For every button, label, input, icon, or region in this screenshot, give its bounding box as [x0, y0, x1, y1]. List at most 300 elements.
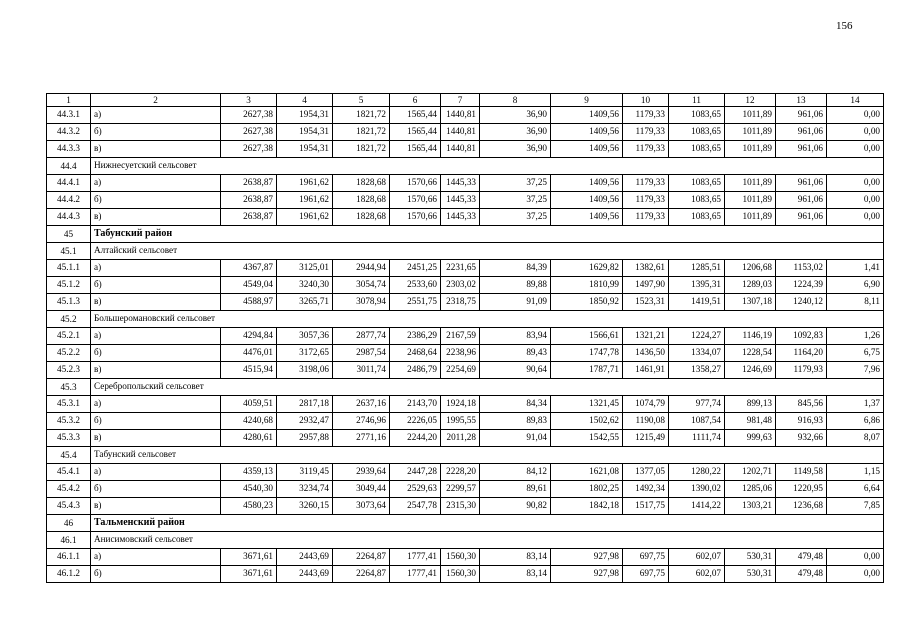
value-cell: 8,11 [827, 294, 884, 311]
row-id: 45.4.1 [47, 464, 91, 481]
value-cell: 1011,89 [725, 175, 776, 192]
table-row [47, 464, 884, 481]
value-cell: 4580,23 [221, 498, 277, 515]
value-cell: 1777,41 [390, 566, 441, 583]
table-row [47, 345, 884, 362]
row-label: в) [91, 430, 221, 447]
value-cell: 83,94 [480, 328, 551, 345]
value-cell: 1570,66 [390, 192, 441, 209]
value-cell: 1334,07 [669, 345, 725, 362]
column-header: 6 [390, 94, 441, 107]
row-id: 45.2.1 [47, 328, 91, 345]
value-cell: 2264,87 [333, 566, 390, 583]
value-cell: 37,25 [480, 192, 551, 209]
value-cell: 89,43 [480, 345, 551, 362]
value-cell: 1502,62 [551, 413, 623, 430]
value-cell: 2877,74 [333, 328, 390, 345]
value-cell: 2944,94 [333, 260, 390, 277]
row-label: в) [91, 498, 221, 515]
value-cell: 1111,74 [669, 430, 725, 447]
value-cell: 2939,64 [333, 464, 390, 481]
value-cell: 1190,08 [623, 413, 669, 430]
value-cell: 6,90 [827, 277, 884, 294]
value-cell: 1202,71 [725, 464, 776, 481]
value-cell: 961,06 [776, 175, 827, 192]
value-cell: 84,34 [480, 396, 551, 413]
value-cell: 1954,31 [277, 107, 333, 124]
value-cell: 1409,56 [551, 175, 623, 192]
value-cell: 1395,31 [669, 277, 725, 294]
value-cell: 90,82 [480, 498, 551, 515]
value-cell: 6,86 [827, 413, 884, 430]
subdivision-name: Табунский сельсовет [91, 447, 884, 464]
value-cell: 2638,87 [221, 209, 277, 226]
subdivision-row [47, 447, 884, 464]
value-cell: 1206,68 [725, 260, 776, 277]
value-cell: 2303,02 [441, 277, 480, 294]
value-cell: 1083,65 [669, 175, 725, 192]
value-cell: 1285,51 [669, 260, 725, 277]
row-id: 45.2 [47, 311, 91, 328]
value-cell: 1179,33 [623, 192, 669, 209]
subdivision-row [47, 158, 884, 175]
value-cell: 1409,56 [551, 141, 623, 158]
table-row [47, 294, 884, 311]
value-cell: 1011,89 [725, 141, 776, 158]
column-header: 11 [669, 94, 725, 107]
value-cell: 36,90 [480, 141, 551, 158]
value-cell: 1565,44 [390, 141, 441, 158]
value-cell: 6,64 [827, 481, 884, 498]
value-cell: 697,75 [623, 566, 669, 583]
subdivision-name: Серебропольский сельсовет [91, 379, 884, 396]
value-cell: 1492,34 [623, 481, 669, 498]
value-cell: 1011,89 [725, 107, 776, 124]
value-cell: 1924,18 [441, 396, 480, 413]
value-cell: 1409,56 [551, 209, 623, 226]
value-cell: 1961,62 [277, 209, 333, 226]
value-cell: 1954,31 [277, 124, 333, 141]
value-cell: 2299,57 [441, 481, 480, 498]
row-label: б) [91, 345, 221, 362]
value-cell: 1777,41 [390, 549, 441, 566]
value-cell: 2443,69 [277, 566, 333, 583]
row-label: б) [91, 277, 221, 294]
value-cell: 3073,64 [333, 498, 390, 515]
value-cell: 1828,68 [333, 209, 390, 226]
row-id: 45.3.1 [47, 396, 91, 413]
value-cell: 1517,75 [623, 498, 669, 515]
table-row [47, 396, 884, 413]
row-id: 45.2.2 [47, 345, 91, 362]
value-cell: 37,25 [480, 209, 551, 226]
row-id: 44.4.2 [47, 192, 91, 209]
row-label: а) [91, 175, 221, 192]
value-cell: 1629,82 [551, 260, 623, 277]
column-header: 2 [91, 94, 221, 107]
value-cell: 1747,78 [551, 345, 623, 362]
row-label: в) [91, 141, 221, 158]
value-cell: 2226,05 [390, 413, 441, 430]
value-cell: 1164,20 [776, 345, 827, 362]
row-label: а) [91, 549, 221, 566]
value-cell: 1083,65 [669, 209, 725, 226]
value-cell: 961,06 [776, 124, 827, 141]
value-cell: 1382,61 [623, 260, 669, 277]
value-cell: 1954,31 [277, 141, 333, 158]
value-cell: 1542,55 [551, 430, 623, 447]
value-cell: 1179,33 [623, 209, 669, 226]
row-id: 44.3.3 [47, 141, 91, 158]
value-cell: 1224,39 [776, 277, 827, 294]
value-cell: 3234,74 [277, 481, 333, 498]
value-cell: 697,75 [623, 549, 669, 566]
value-cell: 2386,29 [390, 328, 441, 345]
value-cell: 2638,87 [221, 175, 277, 192]
value-cell: 1497,90 [623, 277, 669, 294]
row-id: 44.3.2 [47, 124, 91, 141]
value-cell: 2264,87 [333, 549, 390, 566]
value-cell: 1377,05 [623, 464, 669, 481]
column-header: 12 [725, 94, 776, 107]
value-cell: 602,07 [669, 549, 725, 566]
table-row [47, 175, 884, 192]
row-id: 45.3.2 [47, 413, 91, 430]
row-id: 45.4 [47, 447, 91, 464]
value-cell: 2254,69 [441, 362, 480, 379]
value-cell: 1787,71 [551, 362, 623, 379]
value-cell: 1419,51 [669, 294, 725, 311]
subdivision-name: Анисимовский сельсовет [91, 532, 884, 549]
value-cell: 1149,58 [776, 464, 827, 481]
value-cell: 2231,65 [441, 260, 480, 277]
value-cell: 1560,30 [441, 549, 480, 566]
row-id: 44.4 [47, 158, 91, 175]
value-cell: 1285,06 [725, 481, 776, 498]
value-cell: 7,96 [827, 362, 884, 379]
value-cell: 4294,84 [221, 328, 277, 345]
value-cell: 1828,68 [333, 175, 390, 192]
value-cell: 3260,15 [277, 498, 333, 515]
value-cell: 0,00 [827, 175, 884, 192]
value-cell: 1565,44 [390, 124, 441, 141]
value-cell: 1821,72 [333, 141, 390, 158]
subdivision-row [47, 532, 884, 549]
value-cell: 1802,25 [551, 481, 623, 498]
value-cell: 1409,56 [551, 124, 623, 141]
value-cell: 2167,59 [441, 328, 480, 345]
column-header: 14 [827, 94, 884, 107]
value-cell: 2746,96 [333, 413, 390, 430]
column-header: 1 [47, 94, 91, 107]
row-label: в) [91, 209, 221, 226]
value-cell: 1280,22 [669, 464, 725, 481]
value-cell: 1146,19 [725, 328, 776, 345]
value-cell: 1440,81 [441, 124, 480, 141]
value-cell: 0,00 [827, 124, 884, 141]
row-id: 46.1.1 [47, 549, 91, 566]
value-cell: 3198,06 [277, 362, 333, 379]
row-label: б) [91, 413, 221, 430]
value-cell: 1850,92 [551, 294, 623, 311]
value-cell: 2486,79 [390, 362, 441, 379]
row-id: 46 [47, 515, 91, 532]
value-cell: 36,90 [480, 107, 551, 124]
column-header: 10 [623, 94, 669, 107]
value-cell: 0,00 [827, 141, 884, 158]
value-cell: 1083,65 [669, 124, 725, 141]
value-cell: 1228,54 [725, 345, 776, 362]
value-cell: 1,41 [827, 260, 884, 277]
row-label: а) [91, 328, 221, 345]
value-cell: 1011,89 [725, 209, 776, 226]
value-cell: 1224,27 [669, 328, 725, 345]
value-cell: 83,14 [480, 549, 551, 566]
district-name: Табунский район [91, 226, 884, 243]
value-cell: 4280,61 [221, 430, 277, 447]
value-cell: 3054,74 [333, 277, 390, 294]
value-cell: 2627,38 [221, 124, 277, 141]
value-cell: 91,09 [480, 294, 551, 311]
value-cell: 83,14 [480, 566, 551, 583]
row-label: а) [91, 396, 221, 413]
value-cell: 1961,62 [277, 175, 333, 192]
value-cell: 3011,74 [333, 362, 390, 379]
value-cell: 2987,54 [333, 345, 390, 362]
value-cell: 1179,33 [623, 124, 669, 141]
value-cell: 1961,62 [277, 192, 333, 209]
row-id: 44.4.3 [47, 209, 91, 226]
value-cell: 36,90 [480, 124, 551, 141]
value-cell: 3671,61 [221, 549, 277, 566]
row-label: а) [91, 260, 221, 277]
header-row [47, 94, 884, 107]
row-label: б) [91, 192, 221, 209]
table-row [47, 566, 884, 583]
value-cell: 1409,56 [551, 107, 623, 124]
row-id: 45.3 [47, 379, 91, 396]
row-label: в) [91, 294, 221, 311]
table-row [47, 107, 884, 124]
value-cell: 1321,45 [551, 396, 623, 413]
value-cell: 1445,33 [441, 209, 480, 226]
value-cell: 2637,16 [333, 396, 390, 413]
column-header: 9 [551, 94, 623, 107]
value-cell: 530,31 [725, 549, 776, 566]
value-cell: 1179,33 [623, 107, 669, 124]
row-label: б) [91, 566, 221, 583]
value-cell: 1570,66 [390, 175, 441, 192]
value-cell: 2468,64 [390, 345, 441, 362]
value-cell: 530,31 [725, 566, 776, 583]
subdivision-name: Большеромановский сельсовет [91, 311, 884, 328]
table-row [47, 260, 884, 277]
column-header: 3 [221, 94, 277, 107]
row-id: 44.3.1 [47, 107, 91, 124]
value-cell: 1179,93 [776, 362, 827, 379]
value-cell: 1083,65 [669, 192, 725, 209]
value-cell: 6,75 [827, 345, 884, 362]
district-row [47, 515, 884, 532]
subdivision-row [47, 379, 884, 396]
value-cell: 3172,65 [277, 345, 333, 362]
value-cell: 1565,44 [390, 107, 441, 124]
value-cell: 3671,61 [221, 566, 277, 583]
value-cell: 0,00 [827, 192, 884, 209]
column-header: 8 [480, 94, 551, 107]
value-cell: 1436,50 [623, 345, 669, 362]
value-cell: 961,06 [776, 141, 827, 158]
value-cell: 84,39 [480, 260, 551, 277]
value-cell: 3057,36 [277, 328, 333, 345]
value-cell: 1,37 [827, 396, 884, 413]
value-cell: 1092,83 [776, 328, 827, 345]
value-cell: 3265,71 [277, 294, 333, 311]
value-cell: 1810,99 [551, 277, 623, 294]
subdivision-row [47, 311, 884, 328]
value-cell: 1321,21 [623, 328, 669, 345]
value-cell: 1074,79 [623, 396, 669, 413]
value-cell: 1236,68 [776, 498, 827, 515]
value-cell: 3119,45 [277, 464, 333, 481]
value-cell: 1566,61 [551, 328, 623, 345]
table-row [47, 328, 884, 345]
value-cell: 1560,30 [441, 566, 480, 583]
value-cell: 1087,54 [669, 413, 725, 430]
row-id: 46.1 [47, 532, 91, 549]
row-id: 45.1.2 [47, 277, 91, 294]
table-row [47, 141, 884, 158]
value-cell: 7,85 [827, 498, 884, 515]
value-cell: 932,66 [776, 430, 827, 447]
value-cell: 602,07 [669, 566, 725, 583]
value-cell: 1215,49 [623, 430, 669, 447]
value-cell: 961,06 [776, 192, 827, 209]
value-cell: 84,12 [480, 464, 551, 481]
value-cell: 91,04 [480, 430, 551, 447]
value-cell: 1307,18 [725, 294, 776, 311]
value-cell: 1246,69 [725, 362, 776, 379]
value-cell: 4588,97 [221, 294, 277, 311]
value-cell: 927,98 [551, 549, 623, 566]
table-row [47, 549, 884, 566]
row-id: 44.4.1 [47, 175, 91, 192]
value-cell: 4059,51 [221, 396, 277, 413]
value-cell: 2244,20 [390, 430, 441, 447]
value-cell: 1414,22 [669, 498, 725, 515]
column-header: 4 [277, 94, 333, 107]
table-row [47, 481, 884, 498]
value-cell: 2627,38 [221, 107, 277, 124]
value-cell: 2551,75 [390, 294, 441, 311]
value-cell: 1011,89 [725, 192, 776, 209]
value-cell: 89,61 [480, 481, 551, 498]
row-label: б) [91, 124, 221, 141]
value-cell: 1821,72 [333, 107, 390, 124]
value-cell: 4515,94 [221, 362, 277, 379]
value-cell: 2547,78 [390, 498, 441, 515]
value-cell: 479,48 [776, 566, 827, 583]
row-label: а) [91, 464, 221, 481]
value-cell: 2451,25 [390, 260, 441, 277]
value-cell: 1303,21 [725, 498, 776, 515]
value-cell: 2143,70 [390, 396, 441, 413]
value-cell: 1842,18 [551, 498, 623, 515]
value-cell: 89,88 [480, 277, 551, 294]
value-cell: 1179,33 [623, 175, 669, 192]
value-cell: 1011,89 [725, 124, 776, 141]
row-id: 45.4.2 [47, 481, 91, 498]
value-cell: 3240,30 [277, 277, 333, 294]
value-cell: 1523,31 [623, 294, 669, 311]
row-id: 45.2.3 [47, 362, 91, 379]
column-header: 5 [333, 94, 390, 107]
value-cell: 2443,69 [277, 549, 333, 566]
table-row [47, 277, 884, 294]
value-cell: 0,00 [827, 566, 884, 583]
value-cell: 1409,56 [551, 192, 623, 209]
value-cell: 2932,47 [277, 413, 333, 430]
value-cell: 1621,08 [551, 464, 623, 481]
value-cell: 2318,75 [441, 294, 480, 311]
value-cell: 1440,81 [441, 141, 480, 158]
value-cell: 981,48 [725, 413, 776, 430]
value-cell: 0,00 [827, 549, 884, 566]
value-cell: 2447,28 [390, 464, 441, 481]
row-id: 45.3.3 [47, 430, 91, 447]
table-row [47, 498, 884, 515]
value-cell: 2817,18 [277, 396, 333, 413]
value-cell: 2315,30 [441, 498, 480, 515]
row-id: 45.1.3 [47, 294, 91, 311]
row-label: б) [91, 481, 221, 498]
value-cell: 1440,81 [441, 107, 480, 124]
tariff-table [46, 93, 884, 583]
value-cell: 1358,27 [669, 362, 725, 379]
subdivision-name: Алтайский сельсовет [91, 243, 884, 260]
row-id: 45.4.3 [47, 498, 91, 515]
row-id: 45.1 [47, 243, 91, 260]
value-cell: 0,00 [827, 107, 884, 124]
value-cell: 1153,02 [776, 260, 827, 277]
value-cell: 1445,33 [441, 192, 480, 209]
value-cell: 1461,91 [623, 362, 669, 379]
table-row [47, 124, 884, 141]
value-cell: 2627,38 [221, 141, 277, 158]
value-cell: 1445,33 [441, 175, 480, 192]
value-cell: 2228,20 [441, 464, 480, 481]
value-cell: 1570,66 [390, 209, 441, 226]
value-cell: 1390,02 [669, 481, 725, 498]
value-cell: 2529,63 [390, 481, 441, 498]
value-cell: 1,26 [827, 328, 884, 345]
value-cell: 3125,01 [277, 260, 333, 277]
value-cell: 899,13 [725, 396, 776, 413]
value-cell: 1828,68 [333, 192, 390, 209]
value-cell: 1289,03 [725, 277, 776, 294]
value-cell: 999,63 [725, 430, 776, 447]
row-id: 46.1.2 [47, 566, 91, 583]
value-cell: 2238,96 [441, 345, 480, 362]
table-row [47, 413, 884, 430]
value-cell: 3049,44 [333, 481, 390, 498]
value-cell: 1083,65 [669, 107, 725, 124]
value-cell: 977,74 [669, 396, 725, 413]
value-cell: 961,06 [776, 209, 827, 226]
value-cell: 4240,68 [221, 413, 277, 430]
row-label: а) [91, 107, 221, 124]
value-cell: 2533,60 [390, 277, 441, 294]
